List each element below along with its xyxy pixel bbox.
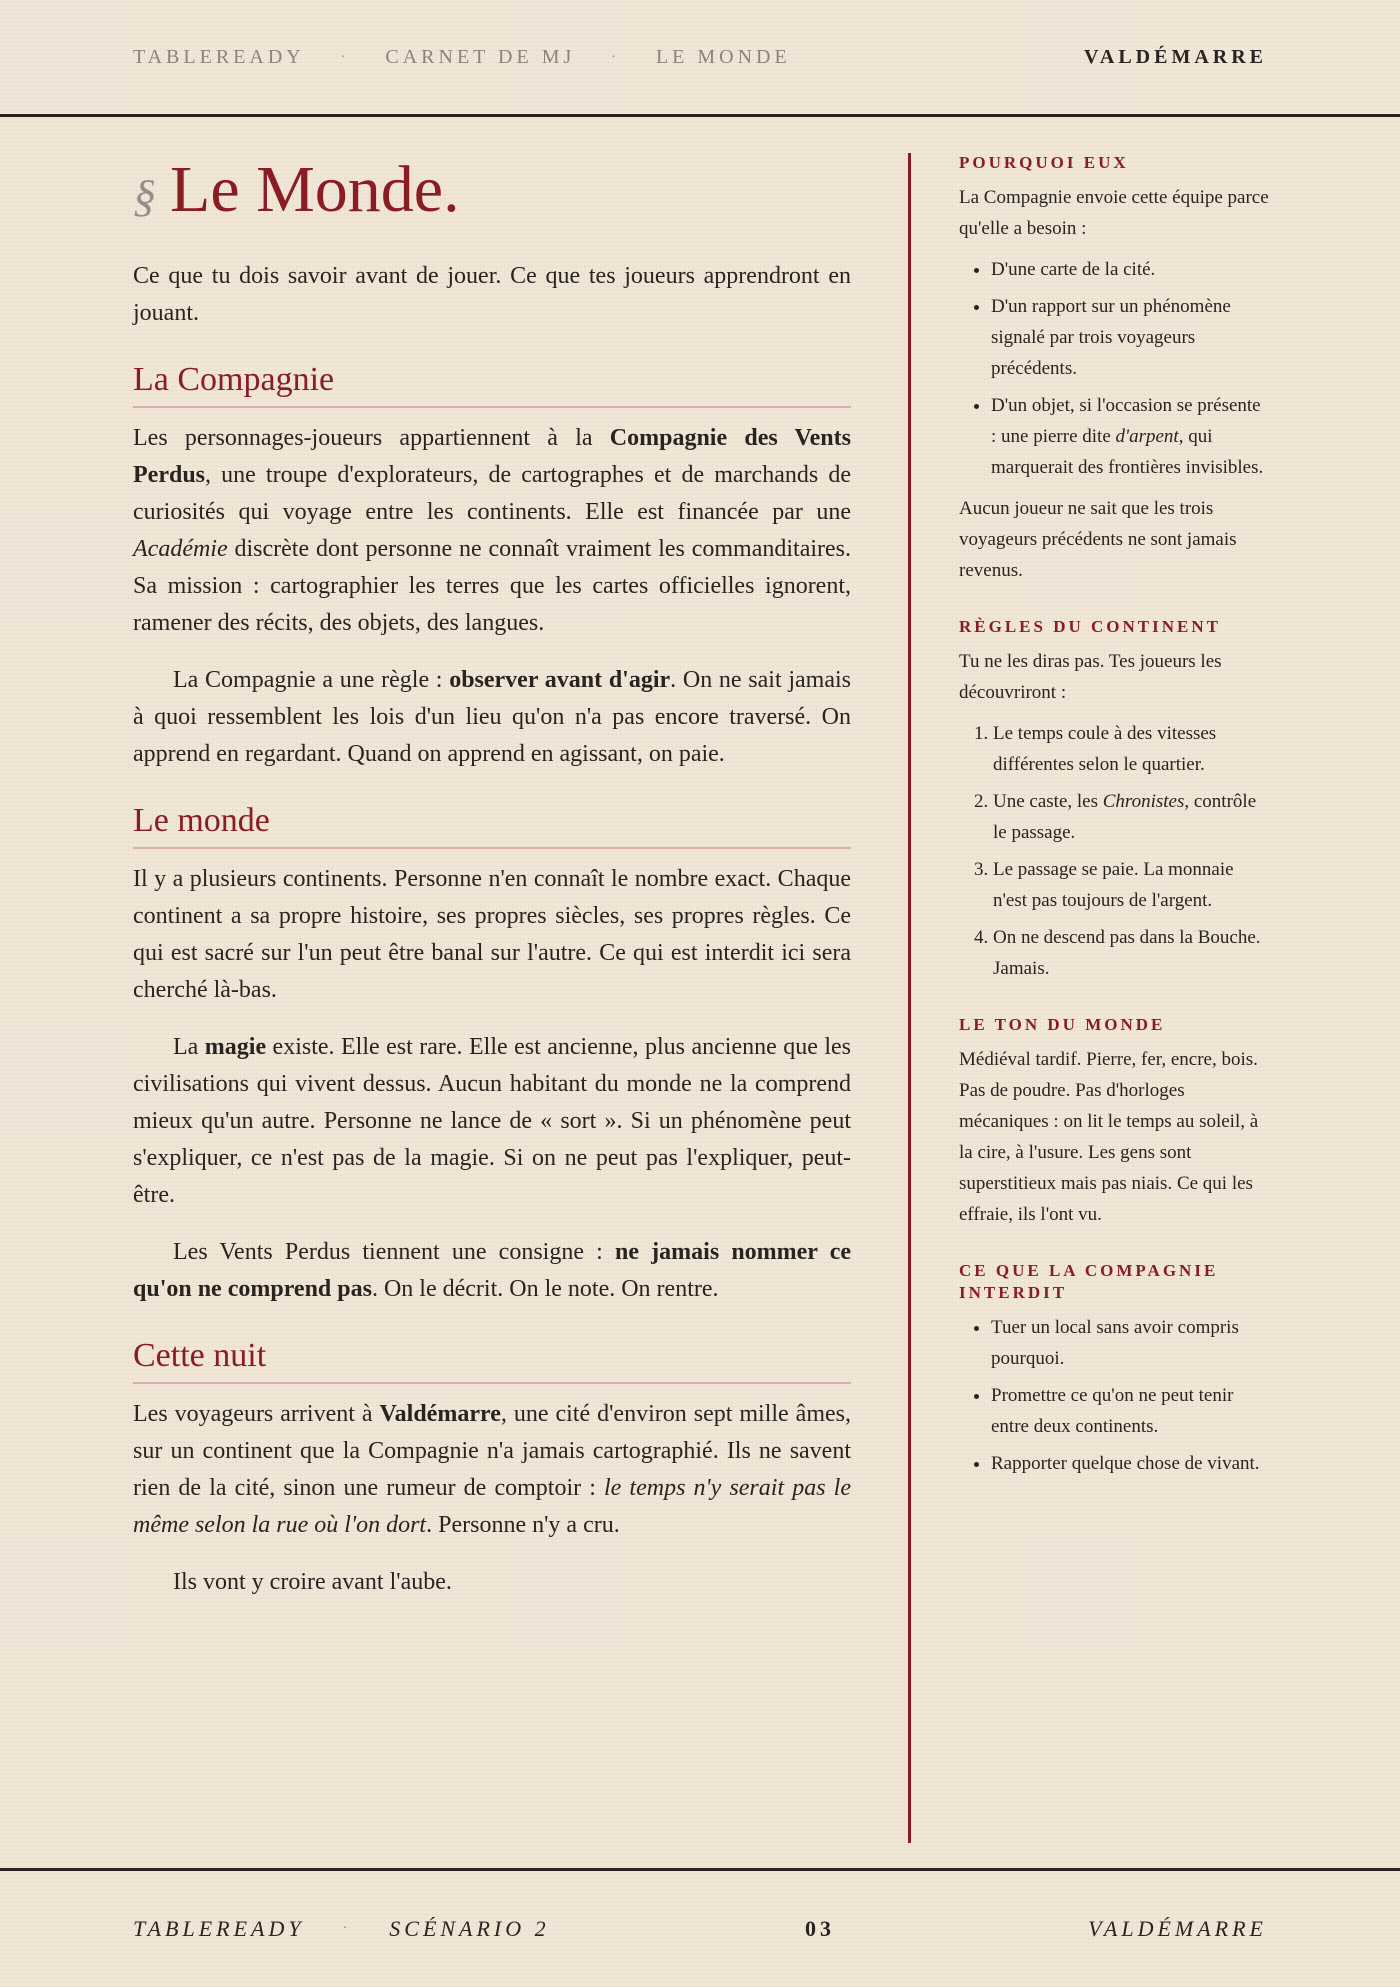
paragraph: Les voyageurs arrivent à Valdémarre, une cité d'environ sept mille âmes, sur un continent que la Compagnie n'a jamais cartographié. Ils ne savent rien de la cité, sinon une rumeur de comptoir : le temps n'y serait pas le même selon la rue où l'on dort. Personne n'y a cru. xyxy=(133,1401,851,1538)
sidebar-block-ton xyxy=(959,1014,1269,1230)
sidebar-heading: POURQUOI EUX xyxy=(959,153,1129,172)
paragraph: La magie existe. Elle est rare. Elle est ancienne, plus ancienne que les civilisations qui vivent dessus. Aucun habitant du monde ne la comprend mieux qu'un autre. Personne ne lance de « sort ». Si un phénomène peut s'expliquer, ce n'est pas de la magie. Si on ne peut pas l'expliquer, peut-être. xyxy=(133,1034,851,1208)
page-number: 03 xyxy=(805,1916,835,1941)
list-item: 4. On ne descend pas dans la Bouche. Jamais. xyxy=(993,922,1269,984)
paragraph: Les Vents Perdus tiennent une consigne : ne jamais nommer ce qu'on ne comprend pas. On le décrit. On le note. On rentre. xyxy=(133,1239,852,1302)
footer-rule xyxy=(0,1868,1400,1871)
sidebar-list xyxy=(959,254,1269,483)
sidebar-text: Tu ne les diras pas. Tes joueurs les découvriront : xyxy=(959,651,1222,703)
main-column xyxy=(133,150,851,1621)
list-item: • D'une carte de la cité. xyxy=(991,254,1269,285)
footer-left xyxy=(133,1916,550,1942)
list-item: • Rapporter quelque chose de vivant. xyxy=(991,1448,1269,1479)
breadcrumb-separator: · xyxy=(611,49,620,65)
sidebar-block-pourquoi xyxy=(959,152,1269,586)
breadcrumb-tableready[interactable]: TABLEREADY xyxy=(133,46,305,68)
list-item: 1. Le temps coule à des vitesses différentes selon le quartier. xyxy=(993,718,1269,780)
list-item: • Tuer un local sans avoir compris pourquoi. xyxy=(991,1312,1269,1374)
list-item: • Promettre ce qu'on ne peut tenir entre deux continents. xyxy=(991,1380,1269,1442)
list-item: • D'un objet, si l'occasion se présente : une pierre dite d'arpent, qui marquerait des frontières invisibles. xyxy=(991,390,1269,483)
sidebar-heading: LE TON DU MONDE xyxy=(959,1015,1166,1034)
sidebar-text: La Compagnie envoie cette équipe parce qu'elle a besoin : xyxy=(959,187,1269,239)
list-item: • D'un rapport sur un phénomène signalé par trois voyageurs précédents. xyxy=(991,291,1269,384)
heading-la-compagnie: La Compagnie xyxy=(133,358,851,408)
heading-le-monde: Le monde xyxy=(133,799,851,849)
sidebar-list xyxy=(959,1312,1269,1479)
section-mark: § xyxy=(133,170,156,221)
footer-city-name: VALDÉMARRE xyxy=(1088,1916,1267,1941)
list-item: 2. Une caste, les Chronistes, contrôle le passage. xyxy=(993,786,1269,848)
sidebar-heading: CE QUE LA COMPAGNIE INTERDIT xyxy=(959,1261,1219,1302)
breadcrumb-separator: · xyxy=(340,49,350,65)
sidebar-numbered-list xyxy=(959,718,1269,984)
paragraph: Les personnages-joueurs appartiennent à la Compagnie des Vents Perdus, une troupe d'explorateurs, de cartographes et de marchands de curiosités qui voyage entre les continents. Elle est financée par une Académie discrète dont personne ne connaît vraiment les commanditaires. Sa mission : cartographier les terres que les cartes officielles ignorent, ramener des récits, des objets, des langues. xyxy=(133,425,851,636)
heading-cette-nuit: Cette nuit xyxy=(133,1334,851,1384)
sidebar-text: Médiéval tardif. Pierre, fer, encre, bois. Pas de poudre. Pas d'horloges mécaniques : on lit le temps au soleil, à la cire, à l'usure. Les gens sont superstitieux mais pas niais. Ce qui les effraie, ils l'ont vu. xyxy=(959,1049,1259,1225)
page-title-text: Le Monde. xyxy=(170,153,460,226)
header-city-name: VALDÉMARRE xyxy=(1084,46,1267,68)
sidebar-block-regles xyxy=(959,616,1269,984)
breadcrumb-carnet-de-mj[interactable]: CARNET DE MJ xyxy=(385,46,576,68)
list-item: 3. Le passage se paie. La monnaie n'est pas toujours de l'argent. xyxy=(993,854,1269,916)
footer-brand: TABLEREADY xyxy=(133,1916,305,1941)
paragraph: Il y a plusieurs continents. Personne n'en connaît le nombre exact. Chaque continent a sa propre histoire, ses propres siècles, ses propres règles. Ce qui est sacré sur l'un peut être banal sur l'autre. Ce qui est interdit ici sera cherché là-bas. xyxy=(133,866,851,1003)
footer-separator: · xyxy=(342,1921,352,1936)
paragraph: La Compagnie a une règle : observer avant d'agir. On ne sait jamais à quoi ressemblent les lois d'un lieu qu'on n'a pas encore traversé. On apprend en regardant. Quand on apprend en agissant, on paie. xyxy=(133,667,851,767)
sidebar-heading: RÈGLES DU CONTINENT xyxy=(959,617,1221,636)
breadcrumb-le-monde[interactable]: LE MONDE xyxy=(655,46,791,68)
intro-paragraph: Ce que tu dois savoir avant de jouer. Ce que tes joueurs apprendront en jouant. xyxy=(133,263,851,326)
sidebar-block-interdit xyxy=(959,1260,1269,1479)
page-title xyxy=(133,150,851,230)
column-divider xyxy=(908,153,911,1843)
sidebar-text: Aucun joueur ne sait que les trois voyageurs précédents ne sont jamais revenus. xyxy=(959,498,1237,581)
sidebar xyxy=(959,152,1269,1509)
paragraph: Ils vont y croire avant l'aube. xyxy=(173,1569,452,1595)
footer-scenario: SCÉNARIO 2 xyxy=(389,1916,550,1941)
top-bar xyxy=(0,0,1400,117)
breadcrumb xyxy=(133,46,791,69)
